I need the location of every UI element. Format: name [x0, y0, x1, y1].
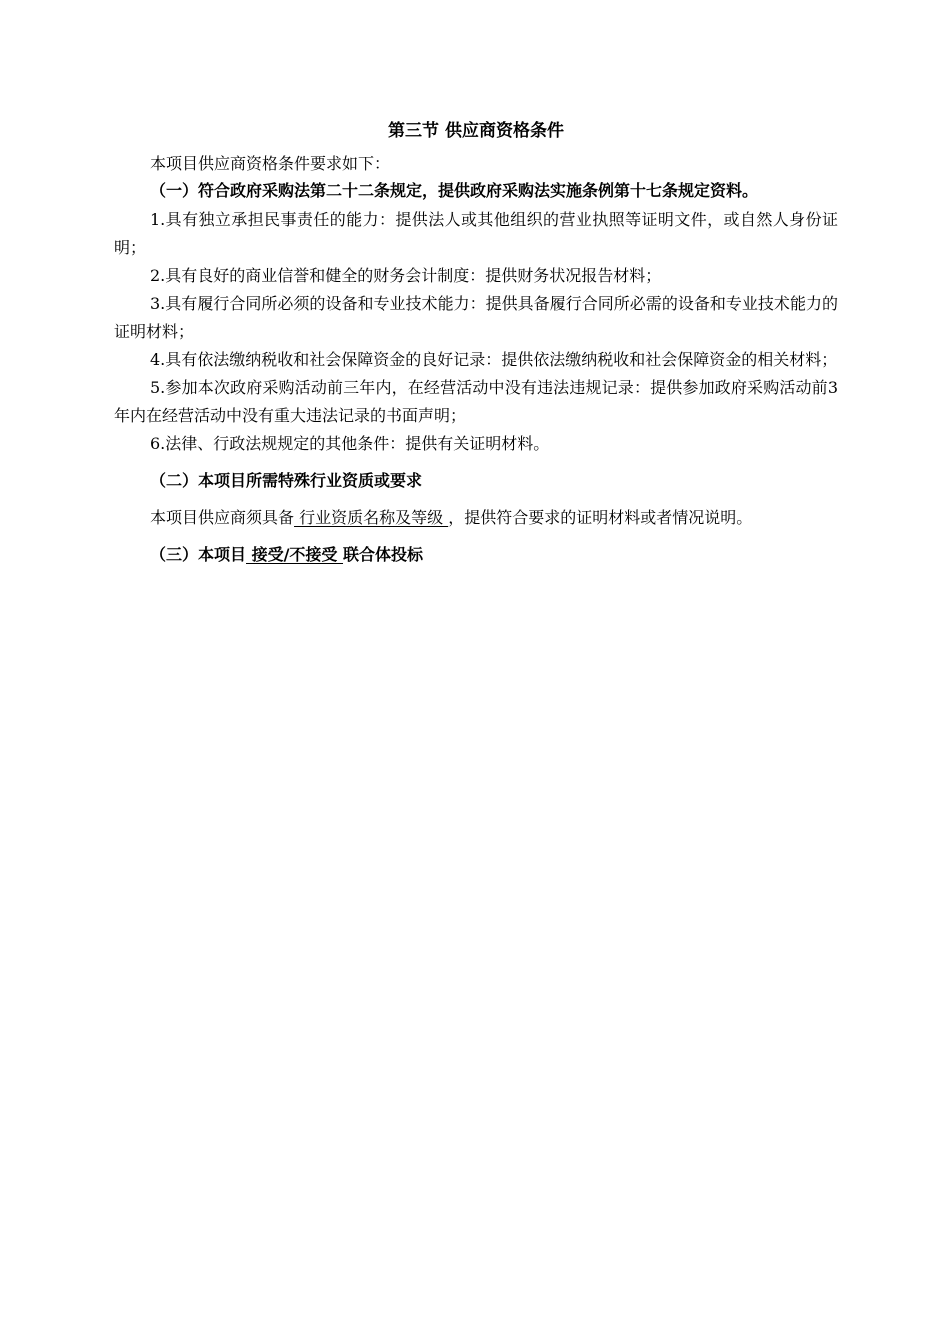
qualification-blank: 行业资质名称及等级 — [294, 508, 449, 527]
qualification-prefix: 本项目供应商须具备 — [150, 508, 295, 527]
item-4: 4.具有依法缴纳税收和社会保障资金的良好记录：提供依法缴纳税收和社会保障资金的相关材料； — [150, 350, 838, 369]
item-3: 3.具有履行合同所必须的设备和专业技术能力：提供具备履行合同所必需的设备和专业技术能力的证明材料； — [114, 294, 838, 341]
section-title: 第三节 供应商资格条件 — [388, 121, 564, 141]
intro-paragraph: 本项目供应商资格条件要求如下： — [150, 154, 391, 173]
item-6: 6.法律、行政法规规定的其他条件：提供有关证明材料。 — [150, 434, 550, 453]
consortium-prefix: （三）本项目 — [150, 545, 247, 564]
document-body — [114, 118, 838, 568]
heading-1: （一）符合政府采购法第二十二条规定，提供政府采购法实施条例第十七条规定资料。 — [150, 181, 759, 200]
qualification-paragraph — [114, 504, 838, 532]
qualification-suffix: ，提供符合要求的证明材料或者情况说明。 — [448, 508, 753, 527]
heading-3 — [114, 542, 838, 568]
consortium-blank: 接受/不接受 — [246, 545, 344, 564]
item-1: 1.具有独立承担民事责任的能力：提供法人或其他组织的营业执照等证明文件，或自然人身份证明； — [114, 210, 838, 257]
item-5: 5.参加本次政府采购活动前三年内，在经营活动中没有违法违规记录：提供参加政府采购活动前3年内在经营活动中没有重大违法记录的书面声明； — [114, 378, 838, 425]
item-2: 2.具有良好的商业信誉和健全的财务会计制度：提供财务状况报告材料； — [150, 266, 662, 285]
consortium-suffix: 联合体投标 — [343, 545, 424, 564]
heading-2: （二）本项目所需特殊行业资质或要求 — [150, 471, 423, 490]
